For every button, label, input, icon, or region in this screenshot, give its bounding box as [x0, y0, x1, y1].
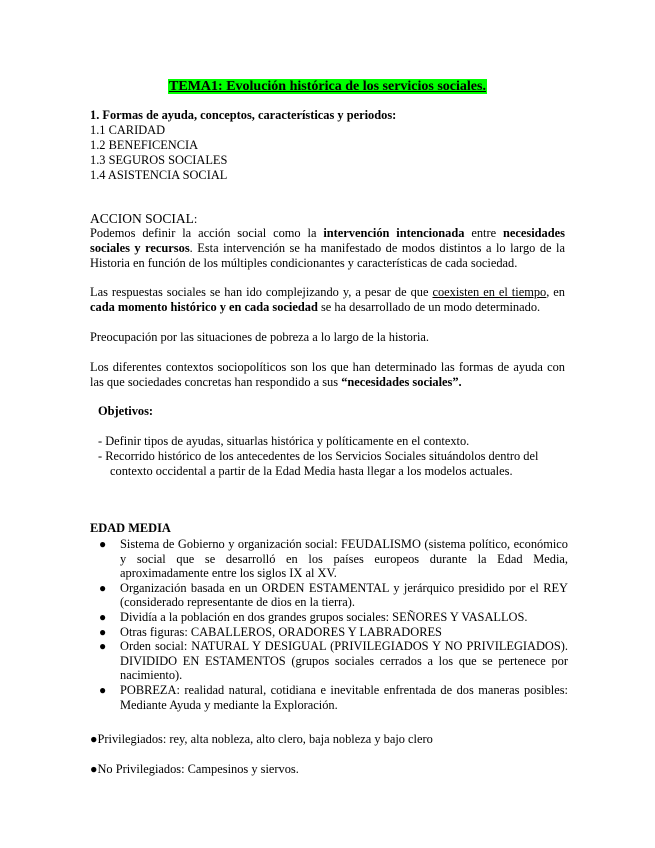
objetivos-heading: Objetivos: [98, 404, 154, 418]
index-item-asistencia-social: 1.4 ASISTENCIA SOCIAL [90, 168, 228, 182]
objetivo-item-1: - Definir tipos de ayudas, situarlas histórica y políticamente en el contexto. [98, 434, 470, 448]
list-item: ● Dividía a la población en dos grandes grupos sociales: SEÑORES Y VASALLOS. [99, 609, 528, 624]
accion-social-paragraph-4: Los diferentes contextos sociopolíticos son los que han determinado las formas de ayuda con las que sociedades concretas han respondido a sus “necesidades sociales”. [90, 360, 565, 389]
bullet-icon: ● [99, 609, 107, 624]
privilegiados-line: ●Privilegiados: rey, alta nobleza, alto clero, baja nobleza y bajo clero [90, 732, 433, 746]
no-privilegiados-line: ●No Privilegiados: Campesinos y siervos. [90, 762, 299, 776]
document-title [0, 78, 655, 95]
bullet-icon: ● [90, 732, 98, 746]
bullet-icon: ● [99, 537, 107, 551]
edad-media-bullet-list [90, 537, 568, 712]
list-item: ● Orden social: NATURAL Y DESIGUAL (PRIVILEGIADOS Y NO PRIVILEGIADOS). DIVIDIDO EN ESTAMENTOS (grupos sociales cerrados a los que se pertenece por nacimiento). [99, 639, 568, 683]
bullet-icon: ● [99, 580, 107, 595]
index-item-seguros-sociales: 1.3 SEGUROS SOCIALES [90, 153, 228, 167]
objetivos-list [98, 434, 568, 479]
title-highlight: TEMA1: Evolución histórica de los servicios sociales. [169, 79, 486, 94]
list-item: ● Otras figuras: CABALLEROS, ORADORES Y LABRADORES [99, 624, 442, 639]
accion-social-paragraph-2: Las respuestas sociales se han ido complejizando y, a pesar de que coexisten en el tiempo, en cada momento histórico y en cada sociedad se ha desarrollado de un modo determinado. [90, 285, 566, 314]
index-item-caridad: 1.1 CARIDAD [90, 123, 166, 137]
bullet-icon: ● [99, 624, 107, 639]
index-section [90, 108, 565, 183]
bullet-icon: ● [99, 682, 107, 697]
objetivo-item-2-line-2: contexto occidental a partir de la Edad Media hasta llegar a los modelos actuales. [110, 464, 513, 478]
underlined-phrase: coexisten en el tiempo [432, 285, 547, 299]
list-item: ● Organización basada en un ORDEN ESTAMENTAL y jerárquico presidido por el REY (considerado representante de dios en la tierra). [99, 580, 568, 610]
bullet-icon: ● [99, 639, 107, 654]
accion-social-heading: ACCION SOCIAL: [90, 211, 198, 226]
edad-media-heading: EDAD MEDIA [90, 521, 171, 535]
objetivo-item-2-line-1: - Recorrido histórico de los antecedentes de los Servicios Sociales situándolos dentro del [98, 449, 539, 463]
bullet-icon: ● [90, 762, 98, 776]
accion-social-paragraph-1: Podemos definir la acción social como la intervención intencionada entre necesidades sociales y recursos. Esta intervención se ha manifestado de modos distintos a lo largo de la Historia en función de los múltiples condicionantes y características de cada sociedad. [90, 226, 565, 270]
accion-social-paragraph-3: Preocupación por las situaciones de pobreza a lo largo de la historia. [90, 330, 430, 344]
index-item-beneficencia: 1.2 BENEFICENCIA [90, 138, 199, 152]
list-item: ● Sistema de Gobierno y organización social: FEUDALISMO (sistema político, económico y social que se desarrolló en los países europeos durante la Edad Media, aproximadamente entre los siglos IX al XV. [99, 537, 568, 581]
list-item: ● POBREZA: realidad natural, cotidiana e inevitable enfrentada de dos maneras posibles: Mediante Ayuda y mediante la Exploración. [99, 682, 568, 712]
index-heading: 1. Formas de ayuda, conceptos, características y periodos: [90, 108, 397, 122]
